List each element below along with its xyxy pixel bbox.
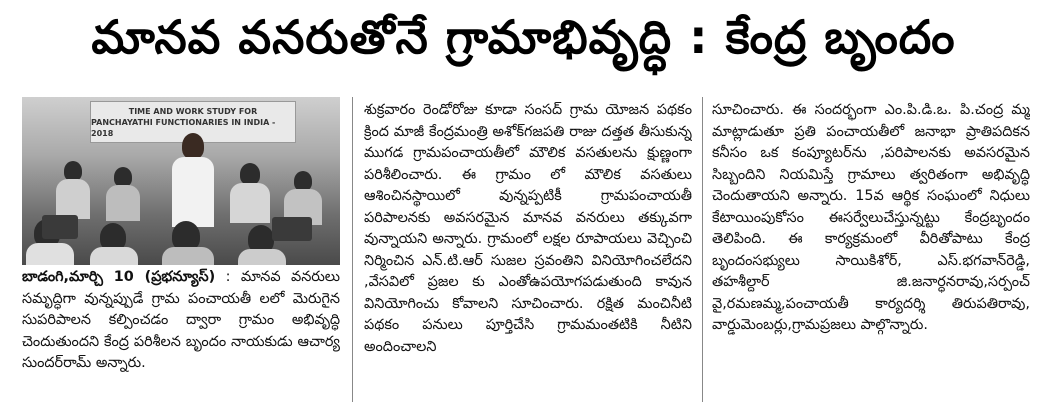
- chair: [42, 215, 78, 239]
- chair: [272, 217, 312, 241]
- person-body: [162, 247, 214, 265]
- article-column-3: [712, 100, 1030, 337]
- person-body: [90, 247, 138, 265]
- column-3-body: సూచించారు. ఈ సందర్భంగా ఎం.పి.డి.ఒ. పి.చంద్ర మ్మ మాట్లాడుతూ ప్రతి పంచాయతీలో జనాభా ప్రాతిపదికన కనీసం ఒక కంప్యూటర్‌ను ,పరిపాలనకు అవసరమైన సిబ్బందిని నియమిస్తే గ్రామాలు త్వరితంగా అభివృద్ధి చెందుతాయని అన్నారు. 15వ ఆర్థిక సంఘంలో నిధులు కేటాయింపుకోసం ఈసర్వేలుచేస్తున్నట్టు కేంద్రబృందం తెలిపింది. ఈ కార్యక్రమంలో వీరితోపాటు కేంద్ర బృందంసభ్యులు సాయికిశోర్, ఎస్.భగవాన్‌రెడ్డి, తహశీల్దార్ జి.జనార్ధనరావు,సర్పంచ్ వై,రమణమ్మ,పంచాయతీ కార్యదర్శి తిరుపతిరావు, వార్డుమెంబర్లు,గ్రామప్రజలు పాల్గొన్నారు.: [712, 102, 1030, 333]
- person-body: [230, 183, 270, 223]
- column-divider: [702, 97, 703, 402]
- person-head: [240, 163, 260, 185]
- news-photo: [22, 97, 340, 265]
- person-body: [26, 243, 74, 265]
- person-body: [238, 249, 286, 265]
- person-head: [64, 161, 82, 181]
- person-speaker-body: [172, 157, 214, 227]
- photo-banner-line2: PANCHAYATHI FUNCTIONARIES IN INDIA - 2018: [91, 117, 276, 138]
- person-speaker-head: [182, 133, 204, 159]
- dateline: బాడంగి,మార్చి 10 (ప్రభన్యూస్): [22, 269, 216, 285]
- column-2-body: శుక్రవారం రెండోరోజు కూడా సంసద్ గ్రామ యోజన పథకం క్రింద మాజీ కేంద్రమంత్రి అశోక్‌గజపతి రాజు దత్తత తీసుకున్న ముగడ గ్రామపంచాయతీలో మౌలిక వసతులను క్షుణ్ణంగా పరిశీలించారు. ఈ గ్రామం లో మౌలిక వసతులు ఆశించినస్థాయిలో వున్నప్పటికీ గ్రామపంచాయతీ పరిపాలనకు అవసరమైన మానవ వనరులు తక్కువగా వున్నాయని అన్నారు. గ్రామంలో లక్షల రూపాయలు వెచ్చించి నిర్మించిన ఎన్.టి.ఆర్ సుజల స్రవంతిని వినియోగించలేదని ,వేసవిలో ప్రజల కు ఎంతోఉపయోగపడుతుంది కావున వినియోగించు కోవాలని సూచించారు. రక్షిత మంచినీటి పథకం పనులు పూర్తిచేసి గ్రామమంతటికి నీటిని అందించాలని: [364, 102, 692, 355]
- article-column-1: [22, 267, 340, 375]
- column-divider: [352, 97, 353, 402]
- photo-banner-line1: TIME AND WORK STUDY FOR: [128, 106, 258, 116]
- column-1-body: : మానవ వనరులు సమృద్ధిగా వున్నప్పుడే గ్రామ పంచాయతీ లలో మెరుగైన సుపరిపాలన కల్పించడం ద్వారా గ్రామం అభివృద్ధి చెందుతుందని కేంద్ర పరిశీలన బృందం నాయకుడు ఆచార్య సుందర్‌రామ్ అన్నారు.: [22, 269, 340, 371]
- person-head: [294, 171, 312, 191]
- article-headline: మానవ వనరుతోనే గ్రామాభివృద్ధి : కేంద్ర బృందం: [91, 10, 956, 64]
- person-head: [114, 167, 132, 187]
- article-column-2: [364, 100, 692, 358]
- person-body: [106, 185, 140, 221]
- person-body: [56, 179, 90, 219]
